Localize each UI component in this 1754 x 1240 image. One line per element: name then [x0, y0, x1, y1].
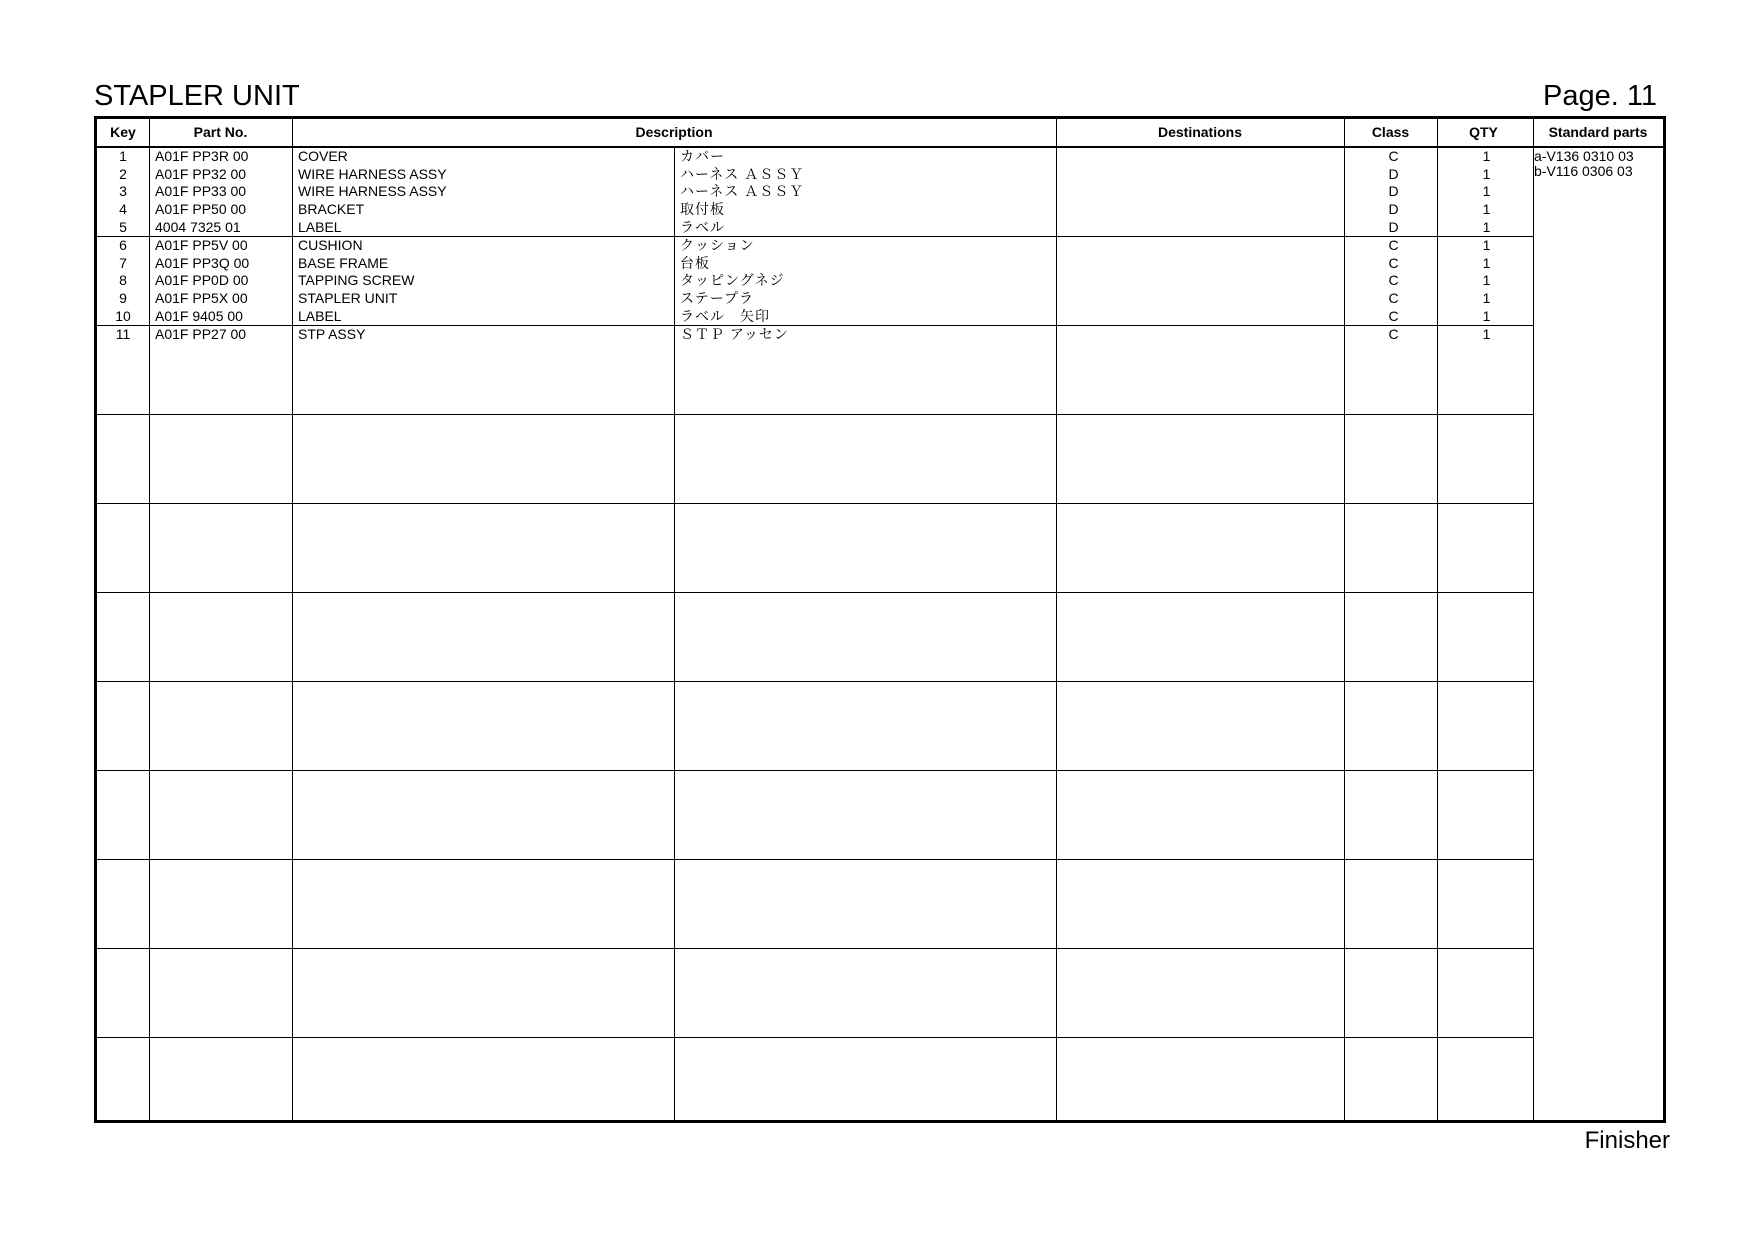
header-class: Class — [1371, 124, 1410, 140]
part-no-cell: A01F PP27 00 — [155, 326, 247, 342]
col-divider — [1533, 119, 1534, 1120]
description-jp-cell: ラベル — [680, 218, 725, 235]
part-no-cell: A01F PP0D 00 — [155, 272, 249, 289]
header-qty: QTY — [1469, 124, 1498, 140]
class-cell: C — [1388, 237, 1399, 253]
qty-cell: 1 — [1482, 254, 1491, 271]
description-en-cell: BASE FRAME — [298, 254, 389, 271]
description-jp-cell: ラベル 矢印 — [680, 307, 770, 324]
description-jp-cell: カバー — [680, 148, 725, 164]
key-cell: 5 — [119, 218, 127, 235]
key-cell: 3 — [119, 183, 127, 200]
qty-cell: 1 — [1482, 218, 1491, 235]
qty-cell: 1 — [1482, 165, 1491, 182]
description-jp-cell: クッション — [680, 237, 755, 253]
description-jp-cell: ハーネス ＡＳＳＹ — [680, 183, 805, 200]
qty-cell: 1 — [1482, 183, 1491, 200]
qty-cell: 1 — [1482, 326, 1491, 342]
key-cell: 2 — [119, 165, 127, 182]
class-cell: C — [1388, 148, 1399, 164]
key-cell: 10 — [115, 307, 131, 324]
col-divider — [1056, 119, 1057, 1120]
description-en-cell: WIRE HARNESS ASSY — [298, 183, 447, 200]
qty-cell: 1 — [1482, 148, 1491, 164]
col-divider — [674, 146, 675, 1120]
description-en-cell: TAPPING SCREW — [298, 272, 415, 289]
part-no-cell: A01F PP5X 00 — [155, 290, 248, 307]
class-cell: D — [1388, 183, 1399, 200]
part-no-cell: 4004 7325 01 — [155, 218, 241, 235]
page-number: Page. 11 — [1543, 80, 1657, 112]
col-divider — [1344, 119, 1345, 1120]
part-no-cell: A01F PP3R 00 — [155, 148, 249, 164]
part-no-cell: A01F PP32 00 — [155, 165, 247, 182]
parts-table — [94, 116, 1666, 1123]
description-en-cell: WIRE HARNESS ASSY — [298, 165, 447, 182]
col-divider — [149, 119, 150, 1120]
group-divider — [97, 414, 1533, 415]
header-description: Description — [635, 124, 713, 140]
part-no-cell: A01F PP50 00 — [155, 201, 247, 218]
group-divider — [97, 770, 1533, 771]
description-en-cell: LABEL — [298, 307, 342, 324]
description-jp-cell: ステープラ — [680, 290, 755, 307]
part-no-cell: A01F PP3Q 00 — [155, 254, 250, 271]
class-cell: D — [1388, 201, 1399, 218]
footer-label: Finisher — [1584, 1127, 1670, 1154]
key-cell: 6 — [119, 237, 127, 253]
col-divider — [292, 119, 293, 1120]
qty-cell: 1 — [1482, 201, 1491, 218]
class-cell: C — [1388, 290, 1399, 307]
header-part-no: Part No. — [193, 124, 248, 140]
description-en-cell: STP ASSY — [298, 326, 366, 342]
description-en-cell: LABEL — [298, 218, 342, 235]
class-cell: C — [1388, 307, 1399, 324]
standard-part-item: a-V136 0310 03 — [1534, 148, 1634, 164]
group-divider — [97, 859, 1533, 860]
qty-cell: 1 — [1482, 290, 1491, 307]
header-destinations: Destinations — [1157, 124, 1242, 140]
group-divider — [97, 592, 1533, 593]
part-no-cell: A01F 9405 00 — [155, 307, 243, 324]
qty-cell: 1 — [1482, 307, 1491, 324]
header-standard-parts: Standard parts — [1548, 124, 1648, 140]
description-jp-cell: ＳＴＰ アッセン — [680, 326, 789, 342]
class-cell: C — [1388, 272, 1399, 289]
description-en-cell: COVER — [298, 148, 348, 164]
description-jp-cell: ハーネス ＡＳＳＹ — [680, 165, 805, 182]
key-cell: 8 — [119, 272, 127, 289]
key-cell: 11 — [115, 326, 131, 342]
key-cell: 1 — [119, 148, 127, 164]
description-jp-cell: タッピングネジ — [680, 272, 785, 289]
group-divider — [97, 948, 1533, 949]
group-divider — [97, 503, 1533, 504]
description-en-cell: STAPLER UNIT — [298, 290, 398, 307]
qty-cell: 1 — [1482, 272, 1491, 289]
class-cell: D — [1388, 165, 1399, 182]
class-cell: D — [1388, 218, 1399, 235]
description-jp-cell: 台板 — [680, 254, 710, 271]
key-cell: 7 — [119, 254, 127, 271]
group-divider — [97, 1037, 1533, 1038]
class-cell: C — [1388, 326, 1399, 342]
description-jp-cell: 取付板 — [680, 201, 725, 218]
part-no-cell: A01F PP33 00 — [155, 183, 247, 200]
part-no-cell: A01F PP5V 00 — [155, 237, 248, 253]
group-divider — [97, 681, 1533, 682]
page-title: STAPLER UNIT — [94, 80, 300, 112]
key-cell: 9 — [119, 290, 127, 307]
description-en-cell: BRACKET — [298, 201, 365, 218]
header-key: Key — [110, 124, 136, 140]
description-en-cell: CUSHION — [298, 237, 363, 253]
standard-part-item: b-V116 0306 03 — [1534, 163, 1633, 179]
key-cell: 4 — [119, 201, 127, 218]
qty-cell: 1 — [1482, 237, 1491, 253]
class-cell: C — [1388, 254, 1399, 271]
